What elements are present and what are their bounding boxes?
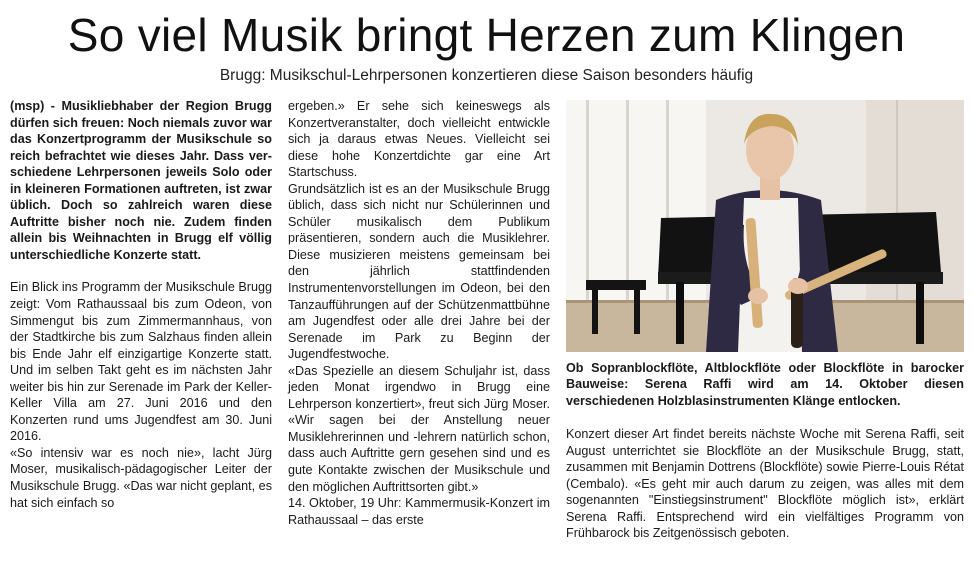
lead-paragraph: (msp) - Musikliebhaber der Region Brugg dürfen sich freuen: Noch niemals zuvor war das Konzertprogramm der Musikschule so reich befrachtet wie dieses Jahr. Dass verschiedene Lehrpersonen jeweils Solo oder in kleineren Formationen auftreten, ist zwar üblich. Doch so zahlreich waren diese Auftritte bisher noch nie. Zudem finden allein bis Weihnachten in Brugg elf völlig unterschiedliche Konzerte statt.	[10, 99, 272, 262]
body-paragraph: ergeben.» Er sehe sich keineswegs als Konzertveranstalter, doch vielleicht entwickle sich ja daraus etwas Neues. Vielleicht sei diese hohe Konzertdichte gar eine Art Startschuss.	[288, 99, 550, 180]
body-paragraph: Ein Blick ins Programm der Musikschule Brugg zeigt: Vom Rathaussaal bis zum Odeon, von Simmengut bis zum Zimmermannhaus, von der Stadtkirche bis zum Salzhaus finden allein bis Ende Jahr elf einzigartige Konzerte statt. Und im selben Takt geht es im nächsten Jahr weiter bis hin zur Serenade im Park der Keller-Keller Villa am 27. Juni 2016 und den Konzerten rund ums Jugendfest am 30. Juni 2016.	[10, 280, 272, 444]
body-paragraph: «So intensiv war es noch nie», lacht Jürg Moser, musikalisch-pädagogischer Leiter der Musikschule Brugg. «Das war nicht geplant, es hat sich einfach so	[10, 445, 272, 510]
column-1	[10, 98, 272, 511]
body-paragraph: Grundsätzlich ist es an der Musikschule Brugg üblich, dass sich nicht nur Schülerinnen und Schüler musikalisch dem Publikum präsentieren, sondern auch die Musiklehrer. Diese musizieren meistens gemeinsam bei den jährlich stattfindenden Instrumentenvorstellungen im Odeon, bei den Tanzaufführungen auf der Schützenmattbühne am Jugendfest oder alle drei Jahre bei der Serenade im Park zu Beginn der Jugendfestwoche.	[288, 181, 550, 362]
photo-caption: Ob Sopranblockflöte, Altblockflöte oder Blockflöte in barocker Bauweise: Serena Raffi wird am 14. Oktober diesen verschiedenen Holzblasinstrumenten Klänge entlocken.	[566, 361, 964, 408]
body-paragraph: Konzert dieser Art findet bereits nächste Woche mit Serena Raffi, seit August unterrichtet sie Blockflöte an der Musikschule Brugg, statt, zusammen mit Benjamin Dottrens (Blockflöte) sowie Pierre-Louis Rétat (Cembalo). «Es geht mir auch darum zu zeigen, was alles mit dem sogenannten "Einstiegsinstrument" Blockflöte möglich ist», erklärt Serena Raffi. Entsprechend wird ein vielfältiges Programm von Frühbarock bis Zeitgenössisch geboten.	[566, 427, 964, 541]
body-paragraph: «Das Spezielle an diesem Schuljahr ist, dass jeden Monat irgendwo in Brugg eine Lehrperson konzertiert», freut sich Jürg Moser. «Wir sagen bei der Anstellung neuer Musiklehrerinnen und -lehrern natürlich schon, dass auch Auftritte gern gesehen sind und es gute Kontakte zwischen der Musikschule und den möglichen Auftrittsorten gibt.»	[288, 363, 550, 494]
headline: So viel Musik bringt Herzen zum Klingen	[67, 9, 906, 61]
body-paragraph: 14. Oktober, 19 Uhr: Kammermusik-Konzert im Rathaussaal – das erste	[288, 496, 550, 527]
column-3	[566, 426, 964, 542]
article-photo	[566, 100, 964, 352]
photo-illustration	[566, 100, 964, 352]
subtitle: Brugg: Musikschul-Lehrpersonen konzertieren diese Saison besonders häufig	[219, 67, 754, 84]
column-2	[288, 98, 550, 528]
